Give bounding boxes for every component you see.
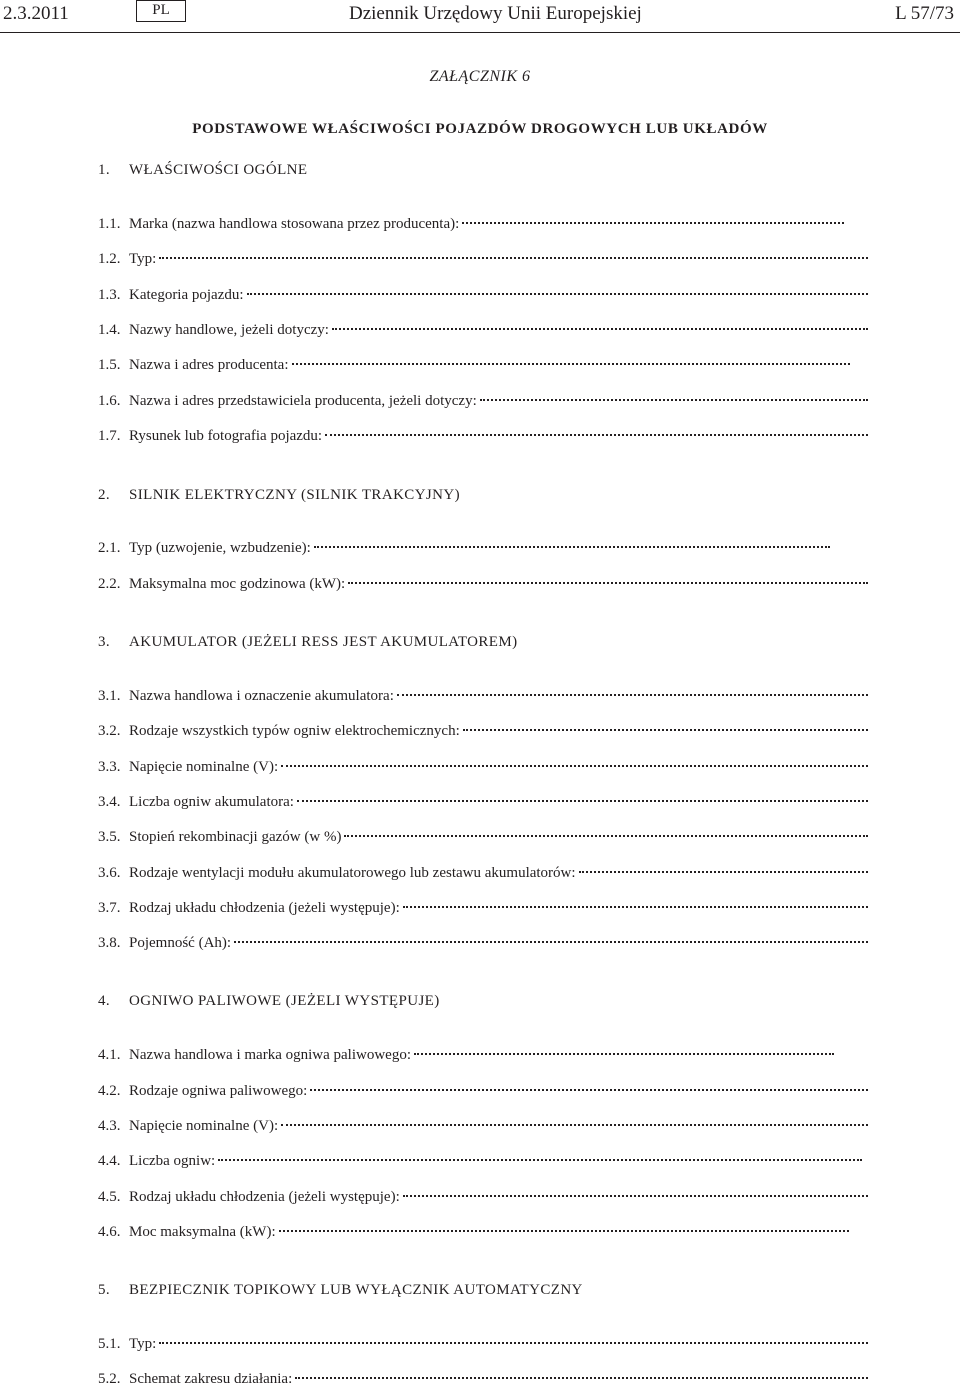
field-dotted-line[interactable] — [325, 433, 868, 436]
field-label: Typ: — [129, 251, 157, 267]
field-number: 3.6. — [98, 865, 121, 881]
field-label: Napięcie nominalne (V): — [129, 759, 279, 775]
field-label: Nazwa i adres producenta: — [129, 357, 289, 373]
field-label: Rodzaj układu chłodzenia (jeżeli występuje): — [129, 1189, 400, 1205]
header-rule — [0, 32, 960, 33]
field-dotted-line[interactable] — [310, 1088, 868, 1091]
field-number: 3.4. — [98, 794, 121, 810]
section-number: 3. — [98, 634, 111, 650]
form-field-row — [98, 1371, 868, 1391]
field-label: Moc maksymalna (kW): — [129, 1224, 276, 1240]
field-dotted-line[interactable] — [247, 292, 868, 295]
field-dotted-line[interactable] — [297, 799, 868, 802]
field-label: Rodzaje wentylacji modułu akumulatorowego lub zestawu akumulatorów: — [129, 865, 576, 881]
form-field-row — [98, 865, 868, 885]
field-number: 1.5. — [98, 357, 121, 373]
field-number: 4.5. — [98, 1189, 121, 1205]
section-heading — [98, 993, 868, 1013]
field-number: 1.6. — [98, 393, 121, 409]
field-dotted-line[interactable] — [403, 1194, 868, 1197]
field-dotted-line[interactable] — [462, 221, 844, 224]
language-badge: PL — [136, 0, 186, 22]
section-heading — [98, 162, 868, 182]
field-label: Schemat zakresu działania: — [129, 1371, 293, 1387]
form-field-row — [98, 357, 868, 377]
field-label: Nazwa i adres przedstawiciela producenta, jeżeli dotyczy: — [129, 393, 477, 409]
form-field-row — [98, 794, 868, 814]
field-dotted-line[interactable] — [281, 764, 868, 767]
field-label: Pojemność (Ah): — [129, 935, 232, 951]
section-heading — [98, 1282, 868, 1302]
page-header — [0, 0, 960, 34]
form-field-row — [98, 393, 868, 413]
section-title: WŁAŚCIWOŚCI OGÓLNE — [129, 162, 308, 178]
field-number: 4.6. — [98, 1224, 121, 1240]
field-number: 3.7. — [98, 900, 121, 916]
field-dotted-line[interactable] — [579, 870, 868, 873]
field-dotted-line[interactable] — [414, 1052, 834, 1055]
field-label: Liczba ogniw: — [129, 1153, 216, 1169]
field-dotted-line[interactable] — [279, 1229, 849, 1232]
form-field-row — [98, 759, 868, 779]
field-dotted-line[interactable] — [281, 1123, 868, 1126]
journal-title: Dziennik Urzędowy Unii Europejskiej — [349, 3, 642, 24]
field-number: 4.1. — [98, 1047, 121, 1063]
field-dotted-line[interactable] — [480, 398, 868, 401]
field-dotted-line[interactable] — [159, 1341, 868, 1344]
field-number: 1.1. — [98, 216, 121, 232]
field-label: Rodzaje ogniwa paliwowego: — [129, 1083, 308, 1099]
field-number: 4.3. — [98, 1118, 121, 1134]
field-label: Rysunek lub fotografia pojazdu: — [129, 428, 323, 444]
form-field-row — [98, 900, 868, 920]
field-dotted-line[interactable] — [159, 256, 868, 259]
field-label: Nazwy handlowe, jeżeli dotyczy: — [129, 322, 329, 338]
field-number: 1.3. — [98, 287, 121, 303]
form-field-row — [98, 688, 868, 708]
field-number: 3.3. — [98, 759, 121, 775]
form-field-row — [98, 829, 868, 849]
form-field-row — [98, 576, 868, 596]
publication-date: 2.3.2011 — [3, 3, 69, 24]
document-title: PODSTAWOWE WŁAŚCIWOŚCI POJAZDÓW DROGOWYCH LUB UKŁADÓW — [192, 121, 768, 137]
field-number: 4.2. — [98, 1083, 121, 1099]
field-number: 5.1. — [98, 1336, 121, 1352]
field-number: 1.2. — [98, 251, 121, 267]
field-number: 1.7. — [98, 428, 121, 444]
section-number: 1. — [98, 162, 111, 178]
field-dotted-line[interactable] — [234, 940, 868, 943]
form-field-row — [98, 1153, 868, 1173]
field-label: Rodzaj układu chłodzenia (jeżeli występuje): — [129, 900, 400, 916]
field-number: 1.4. — [98, 322, 121, 338]
form-field-row — [98, 540, 868, 560]
field-label: Nazwa handlowa i marka ogniwa paliwowego: — [129, 1047, 411, 1063]
form-field-row — [98, 1118, 868, 1138]
section-title: OGNIWO PALIWOWE (JEŻELI WYSTĘPUJE) — [129, 993, 440, 1009]
field-label: Kategoria pojazdu: — [129, 287, 244, 303]
form-field-row — [98, 428, 868, 448]
field-number: 3.8. — [98, 935, 121, 951]
form-field-row — [98, 1047, 868, 1067]
field-dotted-line[interactable] — [295, 1376, 868, 1379]
section-title: AKUMULATOR (JEŻELI RESS JEST AKUMULATOREM) — [129, 634, 518, 650]
section-number: 5. — [98, 1282, 111, 1298]
annex-title: ZAŁĄCZNIK 6 — [429, 68, 531, 85]
field-dotted-line[interactable] — [332, 327, 868, 330]
form-field-row — [98, 216, 868, 236]
form-field-row — [98, 1336, 868, 1356]
field-dotted-line[interactable] — [292, 362, 850, 365]
section-heading — [98, 634, 868, 654]
field-number: 5.2. — [98, 1371, 121, 1387]
field-dotted-line[interactable] — [348, 581, 868, 584]
section-heading — [98, 487, 868, 507]
field-dotted-line[interactable] — [218, 1158, 862, 1161]
field-label: Nazwa handlowa i oznaczenie akumulatora: — [129, 688, 394, 704]
form-field-row — [98, 1224, 868, 1244]
field-dotted-line[interactable] — [403, 905, 868, 908]
section-number: 2. — [98, 487, 111, 503]
form-field-row — [98, 935, 868, 955]
field-dotted-line[interactable] — [344, 834, 868, 837]
field-label: Napięcie nominalne (V): — [129, 1118, 279, 1134]
page-number: L 57/73 — [895, 3, 954, 24]
section-title: BEZPIECZNIK TOPIKOWY LUB WYŁĄCZNIK AUTOMATYCZNY — [129, 1282, 583, 1298]
field-number: 4.4. — [98, 1153, 121, 1169]
form-field-row — [98, 1189, 868, 1209]
field-label: Liczba ogniw akumulatora: — [129, 794, 294, 810]
field-number: 3.2. — [98, 723, 121, 739]
form-field-row — [98, 287, 868, 307]
field-label: Rodzaje wszystkich typów ogniw elektrochemicznych: — [129, 723, 460, 739]
field-number: 2.2. — [98, 576, 121, 592]
form-field-row — [98, 322, 868, 342]
section-title: SILNIK ELEKTRYCZNY (SILNIK TRAKCYJNY) — [129, 487, 461, 503]
form-field-row — [98, 723, 868, 743]
field-dotted-line[interactable] — [463, 728, 868, 731]
field-label: Stopień rekombinacji gazów (w %) — [129, 829, 342, 845]
field-label: Typ (uzwojenie, wzbudzenie): — [129, 540, 311, 556]
field-label: Typ: — [129, 1336, 157, 1352]
field-number: 2.1. — [98, 540, 121, 556]
field-dotted-line[interactable] — [397, 693, 868, 696]
field-dotted-line[interactable] — [314, 545, 830, 548]
form-field-row — [98, 251, 868, 271]
form-field-row — [98, 1083, 868, 1103]
field-number: 3.1. — [98, 688, 121, 704]
field-label: Marka (nazwa handlowa stosowana przez producenta): — [129, 216, 460, 232]
field-label: Maksymalna moc godzinowa (kW): — [129, 576, 346, 592]
section-number: 4. — [98, 993, 111, 1009]
field-number: 3.5. — [98, 829, 121, 845]
